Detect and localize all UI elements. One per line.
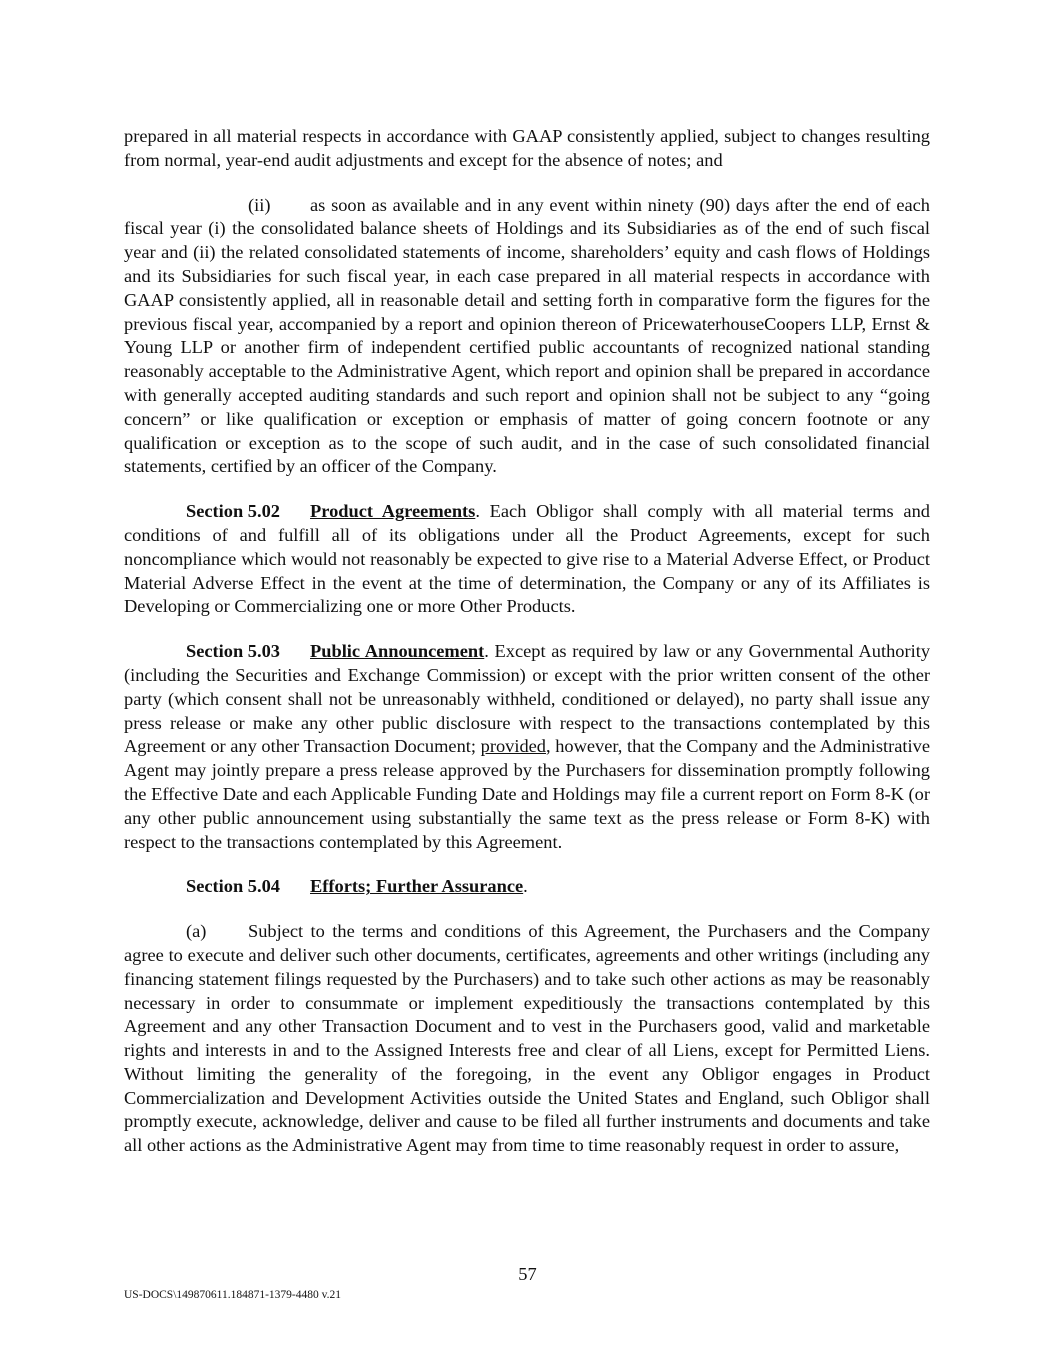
item-a-marker: (a) — [186, 921, 207, 942]
page-number: 57 — [518, 1264, 537, 1284]
item-ii-marker: (ii) — [248, 194, 271, 215]
section-5-03-body-1: . Except as required by law or any Governmental Authority (including the Securities and Exchange Commission) or except with the prior written consent of the other party (which consent shall not be unreasonably withheld, conditioned or delayed), no party shall issue any press release or make any other public disclosure with respect to the transactions contemplated by this Agreement or any other Transaction Document; — [124, 641, 931, 757]
document-id: US-DOCS\149870611.184871-1379-4480 v.21 — [124, 1289, 342, 1301]
item-a-text: Subject to the terms and conditions of this Agreement, the Purchasers and the Company agree to execute and deliver such other documents, certificates, agreements and other writings (including any financing statement filings requested by the Purchasers) and to take such other actions as may be reasonably necessary in order to consummate or implement expeditiously the transactions contemplated by this Agreement and any other Transaction Document and to vest in the Purchasers good, valid and marketable rights and interests in and to the Assigned Interests free and clear of all Liens, except for Permitted Liens. Without limiting the generality of the foregoing, in the event any Obligor engages in Product Commercialization and Development Activities outside the United States and England, such Obligor shall promptly execute, acknowledge, deliver and cause to be filed all further instruments and documents and take all other actions as the Administrative Agent may from time to time reasonably request in order to assure, — [124, 921, 930, 1156]
section-5-04-period: . — [523, 876, 528, 897]
section-5-03-title: Public Announcement — [310, 641, 485, 662]
section-5-02 — [124, 500, 930, 619]
section-5-02-title: Product Agreements — [310, 501, 476, 522]
section-5-03 — [124, 640, 930, 854]
item-ii-paragraph — [124, 194, 930, 480]
section-5-02-body: . Each Obligor shall comply with all material terms and conditions of and fulfill all of its obligations under all the Product Agreements, except for such noncompliance which would not reasonably be expected to give rise to a Material Adverse Effect, or Product Material Adverse Effect in the event at the time of determination, the Company or any of its Affiliates is Developing or Commercializing one or more Other Products. — [124, 501, 930, 617]
section-5-04-number: Section 5.04 — [186, 876, 280, 897]
section-5-02-number: Section 5.02 — [186, 501, 280, 522]
provided-term: provided — [480, 736, 546, 757]
section-5-04-heading — [124, 875, 930, 899]
page-body — [124, 125, 930, 1158]
section-5-03-number: Section 5.03 — [186, 641, 280, 662]
item-ii-text: as soon as available and in any event within ninety (90) days after the end of each fiscal year (i) the consolidated balance sheets of Holdings and its Subsidiaries as of the end of such fiscal year and (ii) the related consolidated statements of income, shareholders’ equity and cash flows of Holdings and its Subsidiaries for such fiscal year, in each case prepared in all material respects in accordance with GAAP consistently applied, all in reasonable detail and setting forth in comparative form the figures for the previous fiscal year, accompanied by a report and opinion thereon of PricewaterhouseCoopers LLP, Ernst & Young LLP or another firm of independent certified public accountants of recognized national standing reasonably acceptable to the Administrative Agent, which report and opinion shall be prepared in accordance with generally accepted auditing standards and such report and opinion shall not be subject to any “going concern” or like qualification or exception or emphasis of matter of going concern footnote or any qualification or exception as to the scope of such audit, and in the case of such consolidated financial statements, certified by an officer of the Company. — [124, 194, 930, 477]
section-5-03-body-2: , however, that the Company and the Administrative Agent may jointly prepare a press release approved by the Purchasers for dissemination promptly following the Effective Date and each Applicable Funding Date and Holdings may file a current report on Form 8-K (or any other public announcement using substantially the same text as the press release or Form 8-K) with respect to the transactions contemplated by this Agreement. — [124, 736, 930, 852]
continuation-paragraph: prepared in all material respects in accordance with GAAP consistently applied, subject to changes resulting from normal, year-end audit adjustments and except for the absence of notes; and — [124, 126, 930, 170]
section-5-04-title: Efforts; Further Assurance — [310, 876, 524, 897]
section-5-04-item-a — [124, 920, 930, 1158]
